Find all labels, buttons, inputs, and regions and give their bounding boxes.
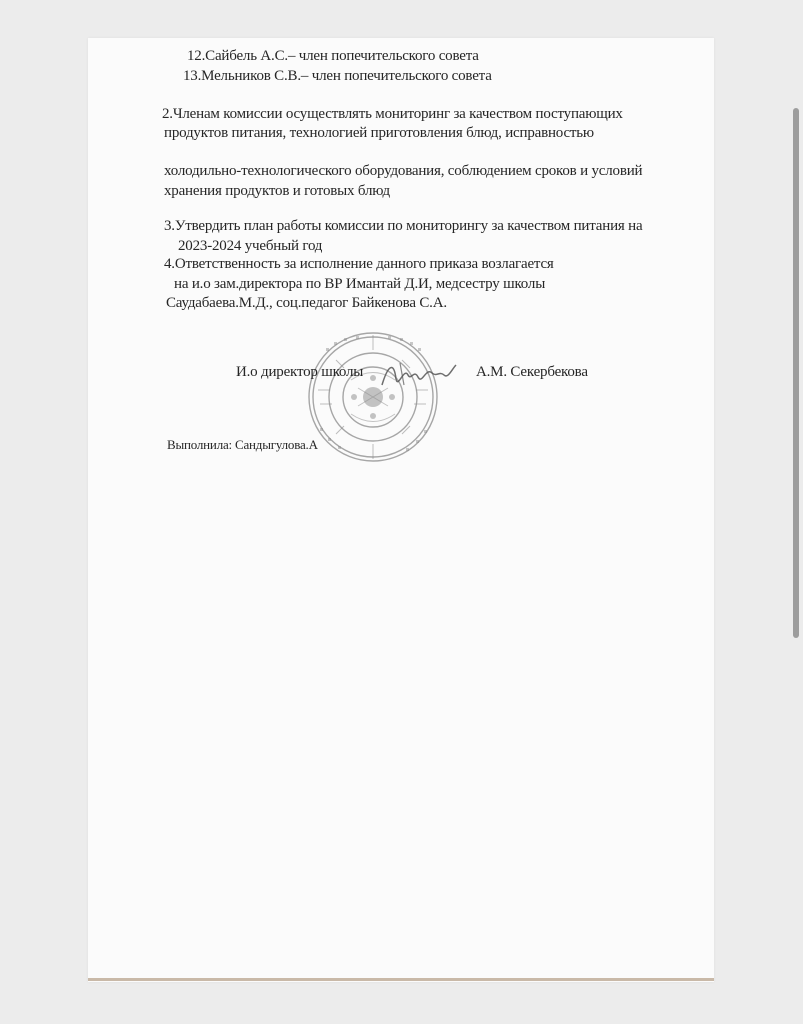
signer-position: И.о директор школы — [236, 364, 364, 380]
item4-line2: на и.о зам.директора по ВР Имантай Д.И, медсестру школы — [174, 276, 546, 292]
item3-line1: 3.Утвердить план работы комиссии по мониторингу за качеством питания на — [164, 218, 643, 234]
item2-line2: продуктов питания, технологией приготовления блюд, исправностью — [164, 125, 594, 141]
scan-edge — [88, 978, 714, 981]
signature — [378, 355, 458, 395]
item3-line2: 2023-2024 учебный год — [178, 238, 323, 254]
member-12: 12.Сайбель А.С.– член попечительского совета — [187, 48, 479, 64]
item2-line3: холодильно-технологического оборудования, соблюдением сроков и условий — [164, 163, 643, 179]
item4-line1: 4.Ответственность за исполнение данного приказа возлагается — [164, 256, 554, 272]
item2-line1: 2.Членам комиссии осуществлять мониторинг за качеством поступающих — [162, 106, 623, 122]
executor-note: Выполнила: Сандыгулова.А — [167, 437, 318, 452]
signer-name: А.М. Секербекова — [476, 364, 588, 380]
item2-line4: хранения продуктов и готовых блюд — [164, 183, 390, 199]
item4-line3: Саудабаева.М.Д., соц.педагог Байкенова С.А. — [166, 295, 447, 311]
vertical-scrollbar[interactable] — [793, 108, 799, 638]
member-13: 13.Мельников С.В.– член попечительского совета — [183, 68, 492, 84]
official-stamp — [306, 330, 440, 464]
